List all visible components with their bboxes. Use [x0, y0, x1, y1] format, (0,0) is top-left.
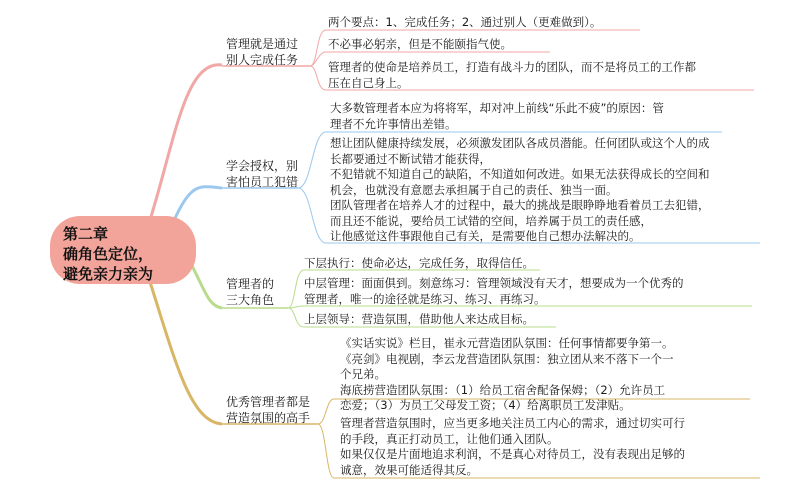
leaf-line: 管理者营造氛围时，应当更多地关注员工内心的需求，通过切实可行	[340, 416, 685, 430]
leaf-line: 《亮剑》电视剧，李云龙营造团队氛围：独立团从来不落下一个一	[340, 351, 674, 366]
leaf-line: 上层领导：营造氛围，借助他人来达成目标。	[304, 312, 534, 326]
branch-label-line: 管理就是通过	[226, 37, 299, 51]
leaf-line: 大多数管理者本应为将将军，却对冲上前线“乐此不疲”的原因：管	[330, 101, 664, 115]
branch-learn-delegation[interactable]	[226, 158, 298, 190]
leaf-line: 管理者，唯一的途径就是练习、练习、再练习。	[304, 291, 546, 306]
branch-label-line: 别人完成任务	[226, 53, 299, 67]
leaf-two-key-points[interactable]	[328, 15, 601, 31]
leaf-line: 海底捞营造团队氛围：（1）给员工宿舍配备保姆；（2）允许员工	[340, 382, 666, 397]
branch-label-line: 优秀管理者都是	[226, 395, 311, 409]
leaf-upper-leadership[interactable]	[304, 312, 534, 328]
leaf-line: 两个要点：1、完成任务；2、通过别人（更难做到）。	[328, 15, 602, 29]
leaf-line: 诚意，效果可能适得其反。	[340, 462, 478, 477]
leaf-employee-needs[interactable]	[340, 416, 685, 478]
branch-atmosphere-masters[interactable]	[226, 394, 310, 426]
leaf-lower-execution[interactable]	[304, 256, 534, 272]
leaf-line: 管理者的使命是培养员工，打造有战斗力的团队，而不是将员工的工作都	[328, 60, 696, 74]
branch-label-line: 三大角色	[226, 293, 275, 307]
leaf-line: 压在自己身上。	[328, 75, 409, 90]
root-topic-line: 第二章	[63, 225, 109, 243]
leaf-line: 个兄弟。	[340, 367, 386, 381]
root-topic-line: 确角色定位，	[63, 245, 154, 263]
leaf-line: 理者不允许事情出差错。	[330, 116, 457, 131]
leaf-not-do-everything[interactable]	[328, 37, 512, 53]
leaf-line: 如果仅仅是片面地追求利润，不是真心对待员工，没有表现出足够的	[340, 447, 685, 461]
leaf-line: 不犯错就不知道自己的缺陷，不知道如何改进。如果无法获得成长的空间和	[330, 167, 710, 181]
leaf-why-managers-rush[interactable]	[330, 101, 664, 132]
leaf-line: 的手段，真正打动员工，让他们通入团队。	[340, 431, 559, 446]
branch-label-line: 学会授权，别	[226, 159, 299, 173]
leaf-team-growth-trial-error[interactable]	[330, 136, 710, 245]
leaf-atmosphere-examples[interactable]	[340, 336, 674, 414]
leaf-line: 中层管理：面面俱到。刻意练习：管理领域没有天才，想要成为一个优秀的	[304, 276, 684, 290]
leaf-line: 不必事必躬亲，但是不能颐指气使。	[328, 37, 512, 51]
leaf-line: 下层执行：使命必达，完成任务，取得信任。	[304, 256, 534, 270]
leaf-line: 长都要通过不断试错才能获得，	[330, 151, 491, 166]
branch-management-through-others[interactable]	[226, 36, 298, 68]
leaf-line: 而且还不能说，要给员工试错的空间，培养属于员工的责任感，	[330, 213, 652, 228]
leaf-line: 想让团队健康持续发展，必须激发团队各成员潜能。任何团队或这个人的成	[330, 136, 710, 150]
branch-label-line: 营造氛围的高手	[226, 411, 311, 425]
leaf-line: 让他感觉这件事跟他自己有关，是需要他自己想办法解决的。	[330, 229, 641, 243]
branch-label-line: 管理者的	[226, 277, 275, 291]
leaf-line: 机会，也就没有意愿去承担属于自己的责任、独当一面。	[330, 182, 618, 197]
leaf-line: 恋爱；（3）为员工父母发工资；（4）给离职员工发津贴。	[340, 398, 631, 412]
leaf-manager-mission[interactable]	[328, 60, 696, 91]
leaf-line: 团队管理者在培养人才的过程中，最大的挑战是眼睁睁地看着员工去犯错，	[330, 198, 710, 212]
leaf-line: 《实话实说》栏目，崔永元营造团队氛围：任何事情都要争第一。	[340, 336, 674, 350]
leaf-middle-management[interactable]	[304, 276, 684, 307]
root-topic[interactable]	[50, 216, 196, 284]
root-topic-line: 避免亲力亲为	[63, 265, 154, 283]
branch-three-roles[interactable]	[226, 276, 274, 308]
branch-label-line: 害怕员工犯错	[226, 175, 299, 189]
